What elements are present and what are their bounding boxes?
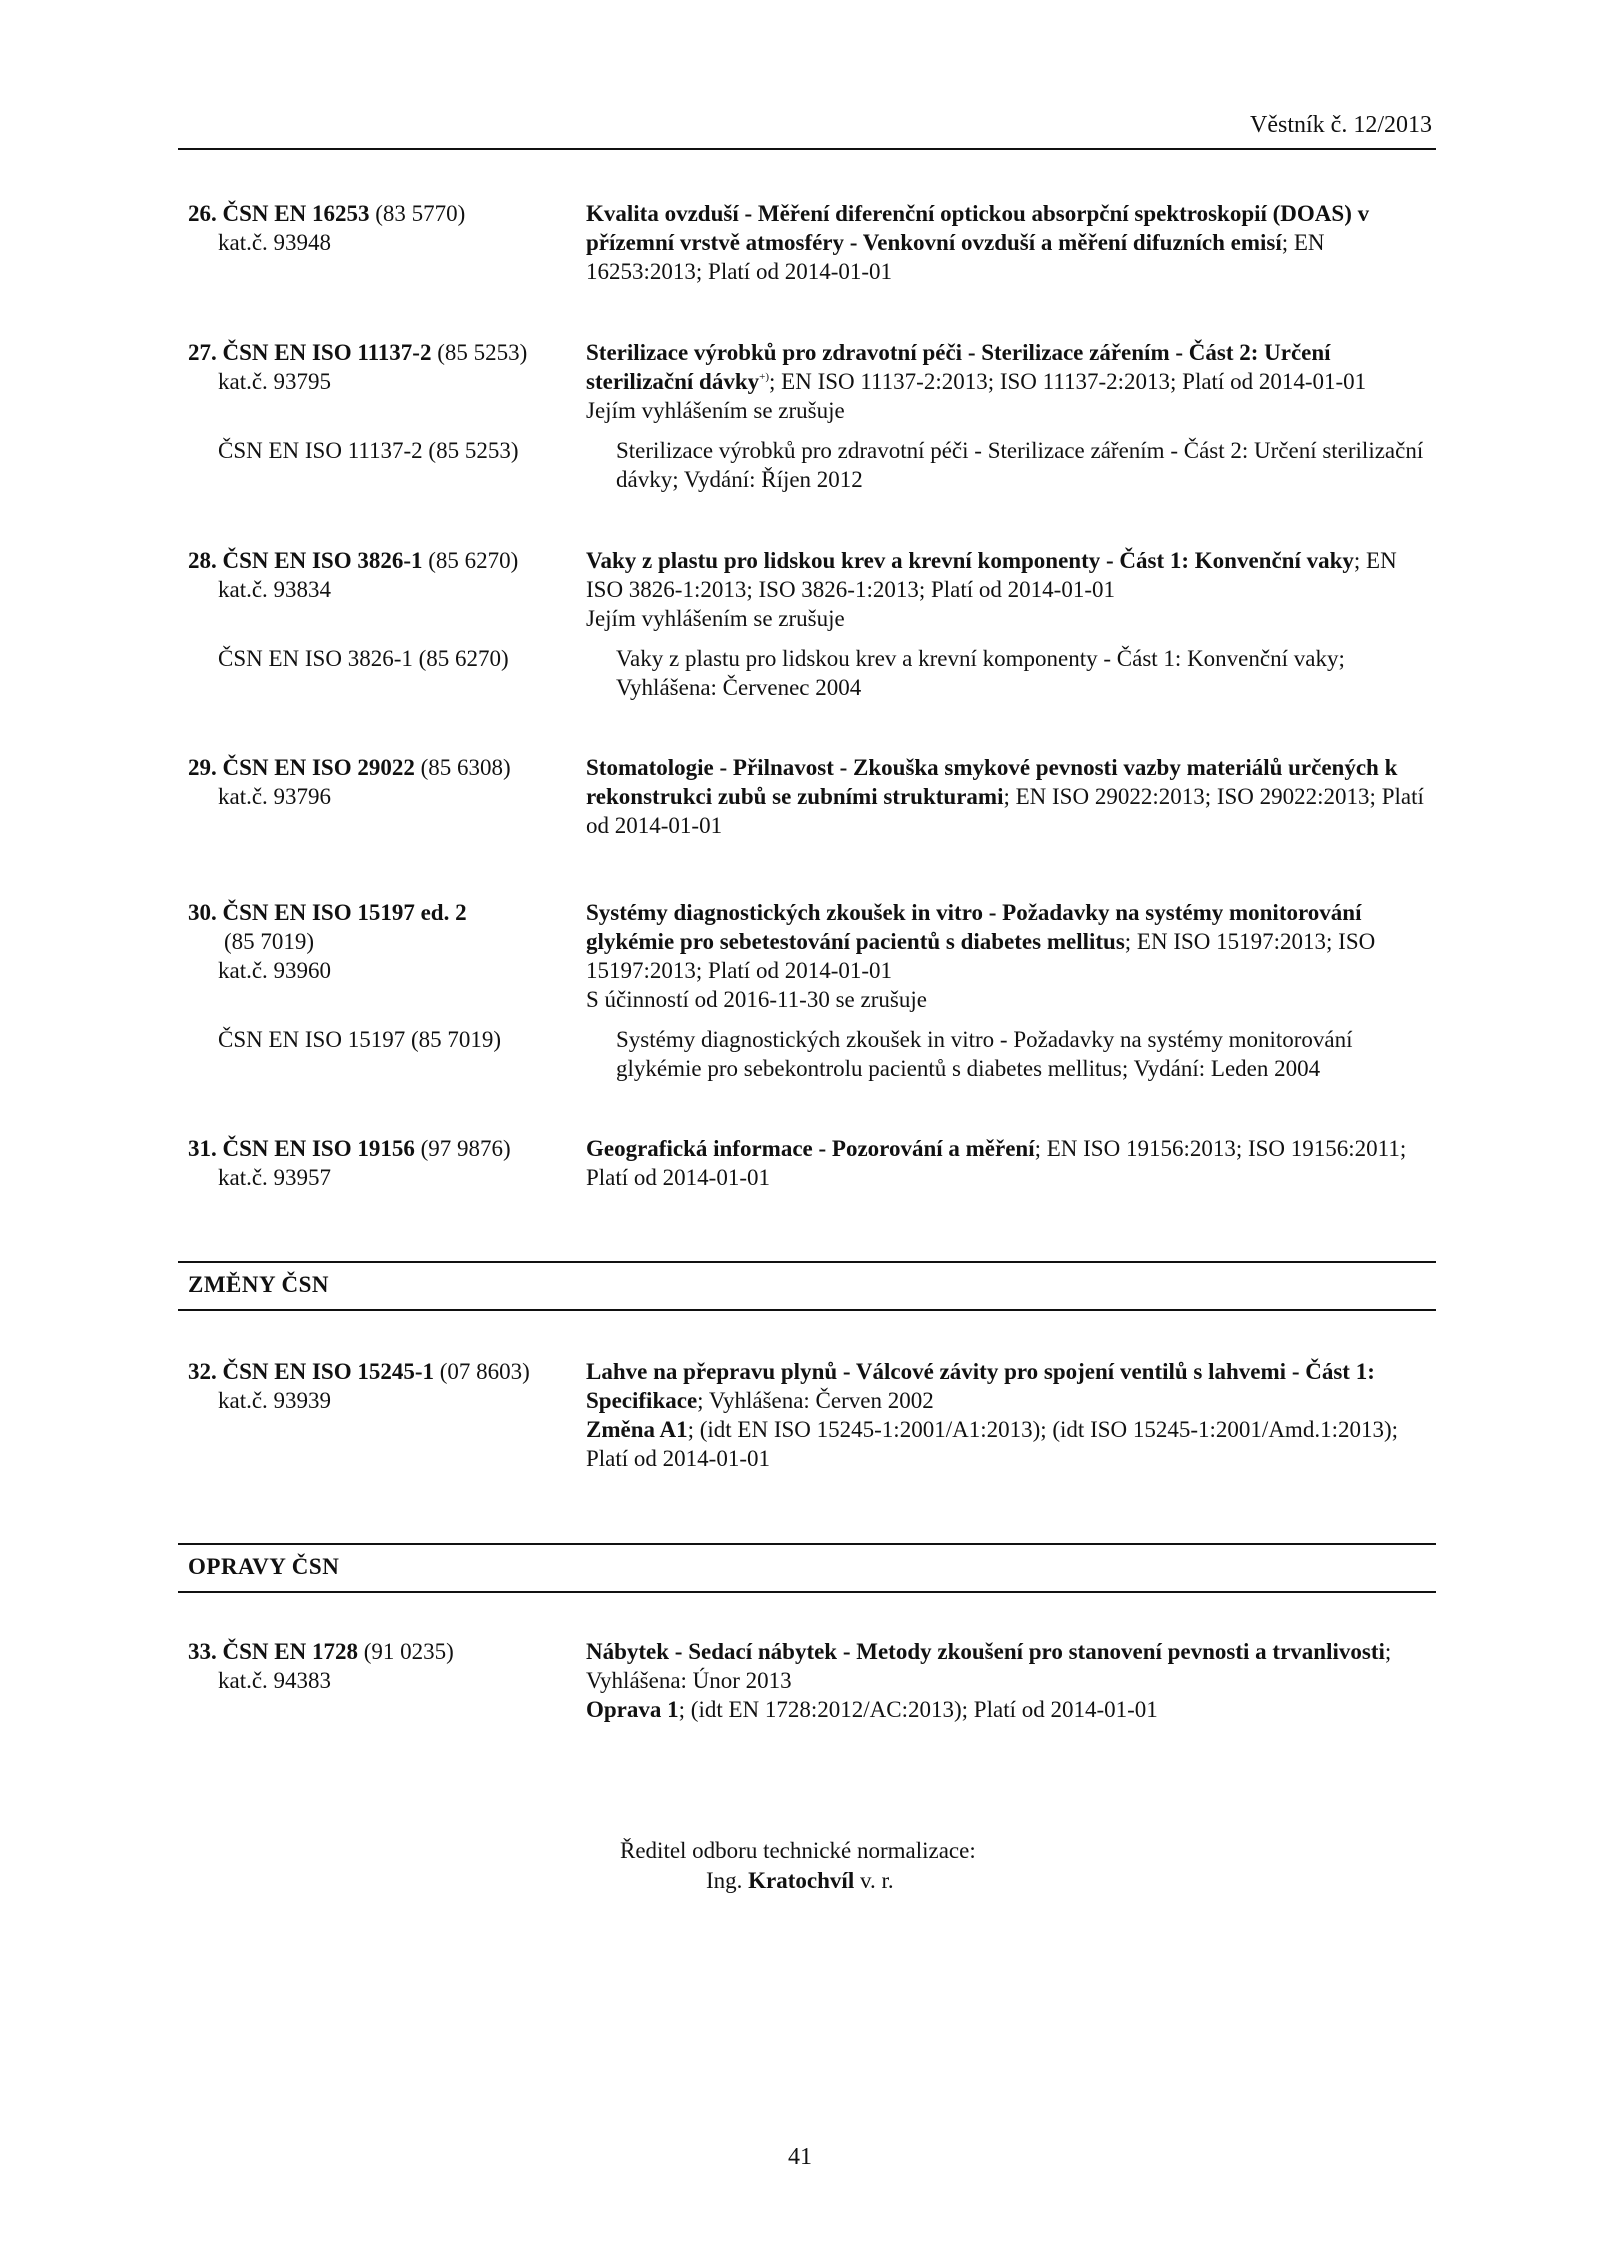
standard-details: ; Vyhlášena: Červen 2002 [697, 1388, 934, 1413]
section-header-corrections [178, 1543, 1436, 1593]
standard-details: ; EN ISO 15197:2013; ISO 15197:2013; Platí od 2014-01-01 [586, 929, 1376, 983]
standard-details: ; EN ISO 29022:2013; ISO 29022:2013; Platí od 2014-01-01 [586, 784, 1424, 838]
standard-entry-33 [188, 1637, 1438, 1724]
classification-code: (85 7019) [224, 929, 315, 954]
standard-title: Systémy diagnostických zkoušek in vitro - Požadavky na systémy monitorování glykémie pro sebetestování pacientů s diabetes mellitus [586, 900, 1362, 954]
standard-title: Stomatologie - Přilnavost - Zkouška smykové pevnosti vazby materiálů určených k rekonstrukci zubů se zubními strukturami [586, 755, 1398, 809]
replaced-standard-text: Systémy diagnostických zkoušek in vitro - Požadavky na systémy monitorování glykémie pro sebekontrolu pacientů s diabetes mellitus; Vydání: Leden 2004 [616, 1027, 1353, 1081]
classification-code: (91 0235) [363, 1639, 454, 1664]
classification-code: (85 5253) [437, 340, 528, 365]
classification-code: (97 9876) [420, 1136, 511, 1161]
standard-entry-30 [188, 898, 1438, 1083]
entry-number: 32. [188, 1359, 217, 1384]
entry-number: 29. [188, 755, 217, 780]
standard-entry-32 [188, 1357, 1438, 1473]
classification-code: (07 8603) [439, 1359, 530, 1384]
entry-number: 30. [188, 900, 217, 925]
catalog-number: kat.č. 93796 [218, 784, 332, 809]
supersedes-note: Jejím vyhlášením se zrušuje [586, 606, 845, 631]
footnote-mark: +) [759, 371, 770, 383]
amendment-details: ; (idt EN ISO 15245-1:2001/A1:2013); (idt ISO 15245-1:2001/Amd.1:2013); Platí od 2014-01-01 [586, 1417, 1399, 1471]
page-header [178, 112, 1436, 150]
standard-entry-31 [188, 1134, 1438, 1192]
signatory-suffix: v. r. [859, 1868, 894, 1893]
amendment-details: ; (idt EN 1728:2012/AC:2013); Platí od 2014-01-01 [678, 1697, 1158, 1722]
entry-number: 33. [188, 1639, 217, 1664]
amendment-label: Oprava 1 [586, 1697, 679, 1722]
standard-details: ; EN 16253:2013; Platí od 2014-01-01 [586, 230, 1325, 284]
supersedes-note: Jejím vyhlášením se zrušuje [586, 398, 845, 423]
standard-title: Geografická informace - Pozorování a měření [586, 1136, 1035, 1161]
signatory-prefix: Ing. [706, 1868, 743, 1893]
standard-code: ČSN EN 16253 [222, 201, 370, 226]
catalog-number: kat.č. 93948 [218, 230, 332, 255]
standard-details: ; EN ISO 11137-2:2013; ISO 11137-2:2013; Platí od 2014-01-01 [769, 369, 1367, 394]
catalog-number: kat.č. 93939 [218, 1388, 332, 1413]
catalog-number: kat.č. 94383 [218, 1668, 332, 1693]
replaced-standard-text: Sterilizace výrobků pro zdravotní péči - Sterilizace zářením - Část 2: Určení sterilizační dávky; Vydání: Říjen 2012 [616, 438, 1424, 492]
journal-title: Věstník č. 12/2013 [1250, 112, 1432, 138]
entry-number: 26. [188, 201, 217, 226]
standard-entry-27 [188, 338, 1438, 494]
catalog-number: kat.č. 93957 [218, 1165, 332, 1190]
standard-title: Vaky z plastu pro lidskou krev a krevní komponenty - Část 1: Konvenční vaky [586, 548, 1354, 573]
standard-code: ČSN EN ISO 11137-2 [222, 340, 432, 365]
replaced-standard-code: ČSN EN ISO 3826-1 (85 6270) [218, 646, 509, 671]
catalog-number: kat.č. 93960 [218, 958, 332, 983]
section-title: OPRAVY ČSN [188, 1554, 340, 1579]
signatory-surname: Kratochvíl [748, 1868, 855, 1893]
standard-code: ČSN EN ISO 19156 [222, 1136, 415, 1161]
section-header-changes [178, 1261, 1436, 1311]
standard-title: Kvalita ovzduší - Měření diferenční optickou absorpční spektroskopií (DOAS) v přízemní vrstvě atmosféry - Venkovní ovzduší a měření difuzních emisí [586, 201, 1370, 255]
amendment-label: Změna A1 [586, 1417, 688, 1442]
signatory-role: Ředitel odboru technické normalizace: [620, 1838, 976, 1863]
standard-title: Nábytek - Sedací nábytek - Metody zkoušení pro stanovení pevnosti a trvanlivosti [586, 1639, 1385, 1664]
catalog-number: kat.č. 93795 [218, 369, 332, 394]
standard-code: ČSN EN ISO 3826-1 [222, 548, 423, 573]
replaced-standard-code: ČSN EN ISO 15197 (85 7019) [218, 1027, 502, 1052]
section-title: ZMĚNY ČSN [188, 1272, 330, 1297]
standard-entry-26 [188, 199, 1438, 286]
entry-number: 27. [188, 340, 217, 365]
standard-code: ČSN EN ISO 29022 [222, 755, 415, 780]
catalog-number: kat.č. 93834 [218, 577, 332, 602]
standard-entry-28 [188, 546, 1438, 702]
standard-title: Sterilizace výrobků pro zdravotní péči - Sterilizace zářením - Část 2: Určení sterilizační dávky [586, 340, 1331, 394]
entry-number: 28. [188, 548, 217, 573]
standard-details: ; EN ISO 3826-1:2013; ISO 3826-1:2013; Platí od 2014-01-01 [586, 548, 1397, 602]
standard-code: ČSN EN ISO 15245-1 [222, 1359, 435, 1384]
classification-code: (85 6270) [428, 548, 519, 573]
classification-code: (83 5770) [375, 201, 466, 226]
replaced-standard-text: Vaky z plastu pro lidskou krev a krevní komponenty - Část 1: Konvenční vaky; Vyhlášena: Červenec 2004 [616, 646, 1345, 700]
standard-title: Lahve na přepravu plynů - Válcové závity pro spojení ventilů s lahvemi - Část 1: Specifikace [586, 1359, 1375, 1413]
page-number: 41 [788, 2144, 812, 2170]
signature-block [620, 1836, 976, 1896]
standard-code: ČSN EN 1728 [222, 1639, 358, 1664]
standard-entry-29 [188, 753, 1438, 840]
entry-number: 31. [188, 1136, 217, 1161]
standard-details: ; EN ISO 19156:2013; ISO 19156:2011; Platí od 2014-01-01 [586, 1136, 1407, 1190]
replaced-standard-code: ČSN EN ISO 11137-2 (85 5253) [218, 438, 519, 463]
supersedes-note: S účinností od 2016-11-30 se zrušuje [586, 987, 927, 1012]
classification-code: (85 6308) [420, 755, 511, 780]
standard-details: ; Vyhlášena: Únor 2013 [586, 1639, 1392, 1693]
standard-code: ČSN EN ISO 15197 ed. 2 [222, 900, 467, 925]
